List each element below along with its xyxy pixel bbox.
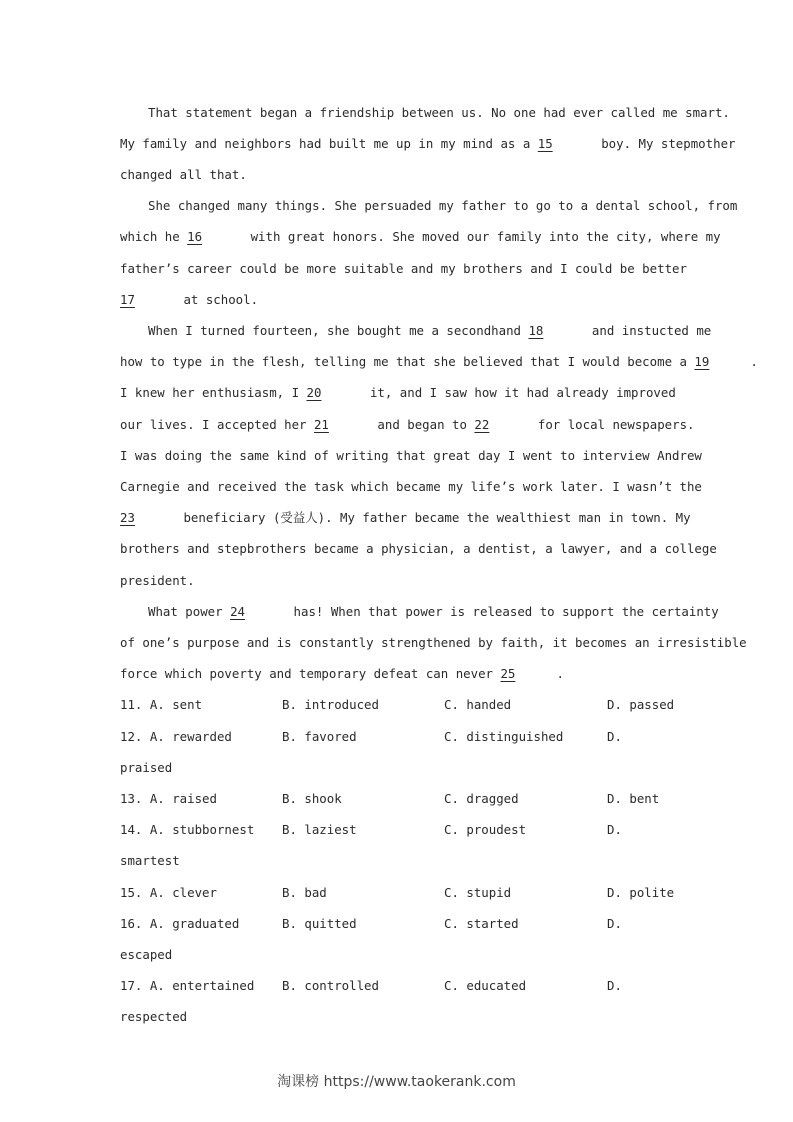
option-d-continuation: smartest bbox=[120, 853, 180, 868]
option-b: B. laziest bbox=[282, 822, 357, 837]
blank-23: 23 bbox=[120, 510, 135, 525]
option-c: C. started bbox=[444, 916, 519, 931]
option-b: B. shook bbox=[282, 791, 342, 806]
text: My family and neighbors had built me up in my mind as a bbox=[120, 136, 538, 151]
blank-20: 20 bbox=[306, 385, 322, 400]
passage-line bbox=[120, 541, 717, 557]
text: That statement began a friendship between us. No one had ever called me smart. bbox=[148, 105, 730, 120]
question-row bbox=[0, 916, 793, 932]
option-a: 12. A. rewarded bbox=[120, 729, 232, 744]
option-c: C. dragged bbox=[444, 791, 519, 806]
passage-line bbox=[120, 229, 721, 245]
option-d: D. bbox=[607, 822, 622, 837]
text: our lives. I accepted her bbox=[120, 417, 314, 432]
option-d: D. bbox=[607, 916, 622, 931]
blank-19: 19 bbox=[694, 354, 710, 369]
text: has! When that power is released to support the certainty bbox=[286, 604, 719, 619]
passage-line bbox=[120, 167, 675, 183]
text: changed all that. bbox=[120, 167, 247, 182]
passage-line bbox=[120, 510, 691, 526]
text: at school. bbox=[176, 292, 259, 307]
option-d: D. bbox=[607, 978, 622, 993]
option-d-continuation: respected bbox=[120, 1009, 188, 1024]
question-row bbox=[0, 791, 793, 807]
text: force which poverty and temporary defeat can never bbox=[120, 666, 501, 681]
text: for local newspapers. bbox=[530, 417, 695, 432]
passage-line bbox=[148, 323, 712, 339]
passage-line bbox=[148, 198, 738, 214]
option-d: D. passed bbox=[607, 697, 675, 712]
option-c: C. stupid bbox=[444, 885, 512, 900]
question-row bbox=[0, 697, 793, 713]
text: brothers and stepbrothers became a physician, a dentist, a lawyer, and a college bbox=[120, 541, 717, 556]
option-b: B. introduced bbox=[282, 697, 379, 712]
option-d: D. bent bbox=[607, 791, 660, 806]
text: beneficiary (受益人). My father became the wealthiest man in town. My bbox=[176, 510, 691, 525]
blank-22: 22 bbox=[474, 417, 490, 432]
option-a: 15. A. clever bbox=[120, 885, 217, 900]
option-d: D. bbox=[607, 729, 622, 744]
option-a: 17. A. entertained bbox=[120, 978, 255, 993]
question-row bbox=[0, 729, 793, 745]
passage-line bbox=[148, 105, 730, 121]
question-row bbox=[0, 978, 793, 994]
option-a: 13. A. raised bbox=[120, 791, 217, 806]
blank-15: 15 bbox=[537, 136, 553, 151]
text: She changed many things. She persuaded my father to go to a dental school, from bbox=[148, 198, 738, 213]
text: . bbox=[556, 666, 564, 681]
text: president. bbox=[120, 573, 195, 588]
option-b: B. favored bbox=[282, 729, 357, 744]
option-d-continuation: praised bbox=[120, 760, 173, 775]
passage-line bbox=[148, 604, 719, 620]
text: What power bbox=[148, 604, 231, 619]
passage-line bbox=[120, 635, 747, 651]
question-row bbox=[0, 822, 793, 838]
passage-line bbox=[120, 573, 675, 589]
passage-line bbox=[120, 417, 695, 433]
blank-17: 17 bbox=[120, 292, 135, 307]
text: it, and I saw how it had already improved bbox=[362, 385, 676, 400]
option-b: B. bad bbox=[282, 885, 327, 900]
text: . bbox=[750, 354, 758, 369]
blank-25: 25 bbox=[500, 666, 516, 681]
text: with great honors. She moved our family into the city, where my bbox=[243, 229, 721, 244]
text: I knew her enthusiasm, I bbox=[120, 385, 307, 400]
passage-line bbox=[120, 261, 687, 277]
footer-watermark: 淘课榜 https://www.taokerank.com bbox=[277, 1074, 516, 1090]
text: father’s career could be more suitable and my brothers and I could be better bbox=[120, 261, 687, 276]
passage-line bbox=[120, 354, 758, 370]
question-row bbox=[0, 885, 793, 901]
text: I was doing the same kind of writing that great day I went to interview Andrew bbox=[120, 448, 702, 463]
option-a: 14. A. stubbornest bbox=[120, 822, 255, 837]
option-d-continuation: escaped bbox=[120, 947, 173, 962]
text: which he bbox=[120, 229, 188, 244]
passage-line bbox=[120, 666, 675, 682]
text: When I turned fourteen, she bought me a secondhand bbox=[148, 323, 529, 338]
option-a: 11. A. sent bbox=[120, 697, 203, 712]
option-c: C. distinguished bbox=[444, 729, 564, 744]
passage-line bbox=[120, 136, 736, 152]
text: Carnegie and received the task which became my life’s work later. I wasn’t the bbox=[120, 479, 702, 494]
text: how to type in the flesh, telling me that she believed that I would become a bbox=[120, 354, 695, 369]
passage-line bbox=[120, 292, 675, 308]
option-a: 16. A. graduated bbox=[120, 916, 240, 931]
option-c: C. handed bbox=[444, 697, 512, 712]
blank-24: 24 bbox=[230, 604, 245, 619]
option-c: C. educated bbox=[444, 978, 527, 993]
option-b: B. quitted bbox=[282, 916, 357, 931]
option-c: C. proudest bbox=[444, 822, 527, 837]
blank-21: 21 bbox=[313, 417, 329, 432]
passage-line bbox=[120, 479, 702, 495]
option-b: B. controlled bbox=[282, 978, 379, 993]
text: of one’s purpose and is constantly strengthened by faith, it becomes an irresistible bbox=[120, 635, 747, 650]
passage-line bbox=[120, 448, 702, 464]
passage-line bbox=[120, 385, 675, 401]
text: and instucted me bbox=[584, 323, 712, 338]
blank-18: 18 bbox=[528, 323, 544, 338]
text: boy. My stepmother bbox=[593, 136, 736, 151]
blank-16: 16 bbox=[187, 229, 203, 244]
option-d: D. polite bbox=[607, 885, 675, 900]
text: and began to bbox=[369, 417, 475, 432]
